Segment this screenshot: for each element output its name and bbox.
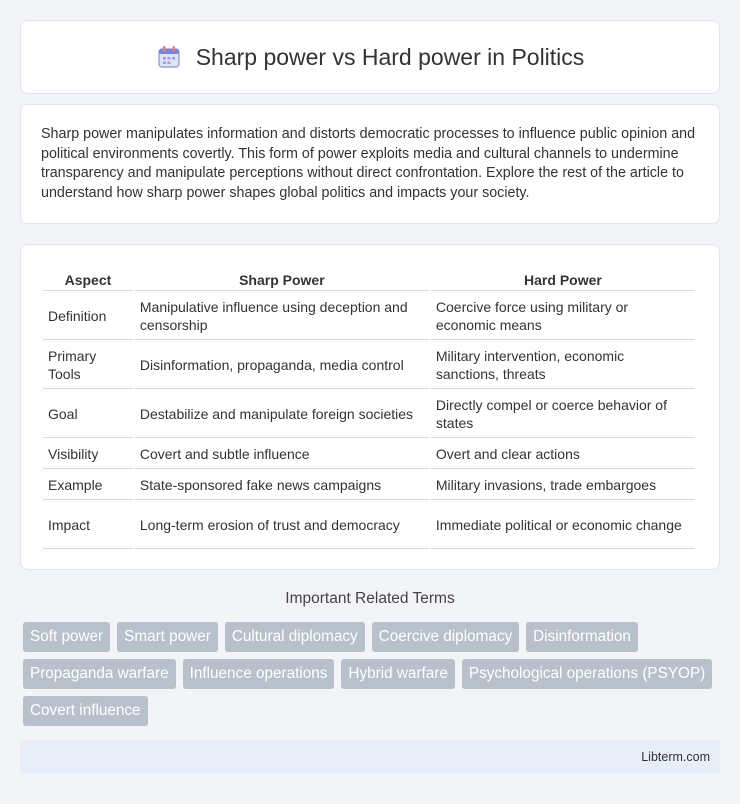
row-hard: Military invasions, trade embargoes bbox=[431, 471, 695, 500]
header-sharp-power: Sharp Power bbox=[135, 267, 429, 291]
term-tag[interactable]: Soft power bbox=[23, 622, 110, 652]
term-tag[interactable]: Disinformation bbox=[526, 622, 638, 652]
table-row bbox=[43, 293, 695, 340]
calendar-icon bbox=[156, 44, 182, 70]
footer bbox=[20, 740, 720, 774]
term-tag[interactable]: Propaganda warfare bbox=[23, 659, 176, 689]
intro-card bbox=[20, 104, 720, 224]
table-row bbox=[43, 471, 695, 500]
term-tag[interactable]: Smart power bbox=[117, 622, 218, 652]
term-tag[interactable]: Psychological operations (PSYOP) bbox=[462, 659, 712, 689]
table-row bbox=[43, 502, 695, 549]
row-sharp: Destabilize and manipulate foreign societies bbox=[135, 391, 429, 438]
comparison-card bbox=[20, 244, 720, 570]
header-aspect: Aspect bbox=[43, 267, 133, 291]
title-card bbox=[20, 20, 720, 94]
row-hard: Immediate political or economic change bbox=[431, 502, 695, 549]
term-tag[interactable]: Covert influence bbox=[23, 696, 148, 726]
row-aspect: Primary Tools bbox=[43, 342, 133, 389]
related-terms-list bbox=[23, 622, 723, 733]
row-aspect: Example bbox=[43, 471, 133, 500]
table-row bbox=[43, 342, 695, 389]
term-tag[interactable]: Hybrid warfare bbox=[341, 659, 454, 689]
row-aspect: Goal bbox=[43, 391, 133, 438]
footer-site-link[interactable]: Libterm.com bbox=[641, 750, 710, 764]
row-hard: Military intervention, economic sanctions, threats bbox=[431, 342, 695, 389]
row-aspect: Definition bbox=[43, 293, 133, 340]
header-hard-power: Hard Power bbox=[431, 267, 695, 291]
term-tag[interactable]: Cultural diplomacy bbox=[225, 622, 365, 652]
table-row bbox=[43, 391, 695, 438]
related-terms-heading: Important Related Terms bbox=[285, 590, 455, 607]
table-header-row bbox=[43, 267, 695, 291]
row-sharp: Covert and subtle influence bbox=[135, 440, 429, 469]
row-hard: Directly compel or coerce behavior of states bbox=[431, 391, 695, 438]
table-row bbox=[43, 440, 695, 469]
row-aspect: Visibility bbox=[43, 440, 133, 469]
row-hard: Coercive force using military or economic means bbox=[431, 293, 695, 340]
page-title: Sharp power vs Hard power in Politics bbox=[195, 43, 585, 70]
row-sharp: Manipulative influence using deception and censorship bbox=[135, 293, 429, 340]
row-sharp: Disinformation, propaganda, media control bbox=[135, 342, 429, 389]
row-hard: Overt and clear actions bbox=[431, 440, 695, 469]
row-sharp: Long-term erosion of trust and democracy bbox=[135, 502, 429, 549]
term-tag[interactable]: Influence operations bbox=[183, 659, 335, 689]
term-tag[interactable]: Coercive diplomacy bbox=[372, 622, 519, 652]
comparison-table bbox=[41, 265, 697, 551]
row-aspect: Impact bbox=[43, 502, 133, 549]
row-sharp: State-sponsored fake news campaigns bbox=[135, 471, 429, 500]
intro-text: Sharp power manipulates information and distorts democratic processes to influence public opinion and political environments covertly. This form of power exploits media and cultural channels to undermine transparency and manipulate perceptions without direct confrontation. Explore the rest of the article to understand how sharp power shapes global politics and impacts your society. bbox=[41, 126, 696, 201]
